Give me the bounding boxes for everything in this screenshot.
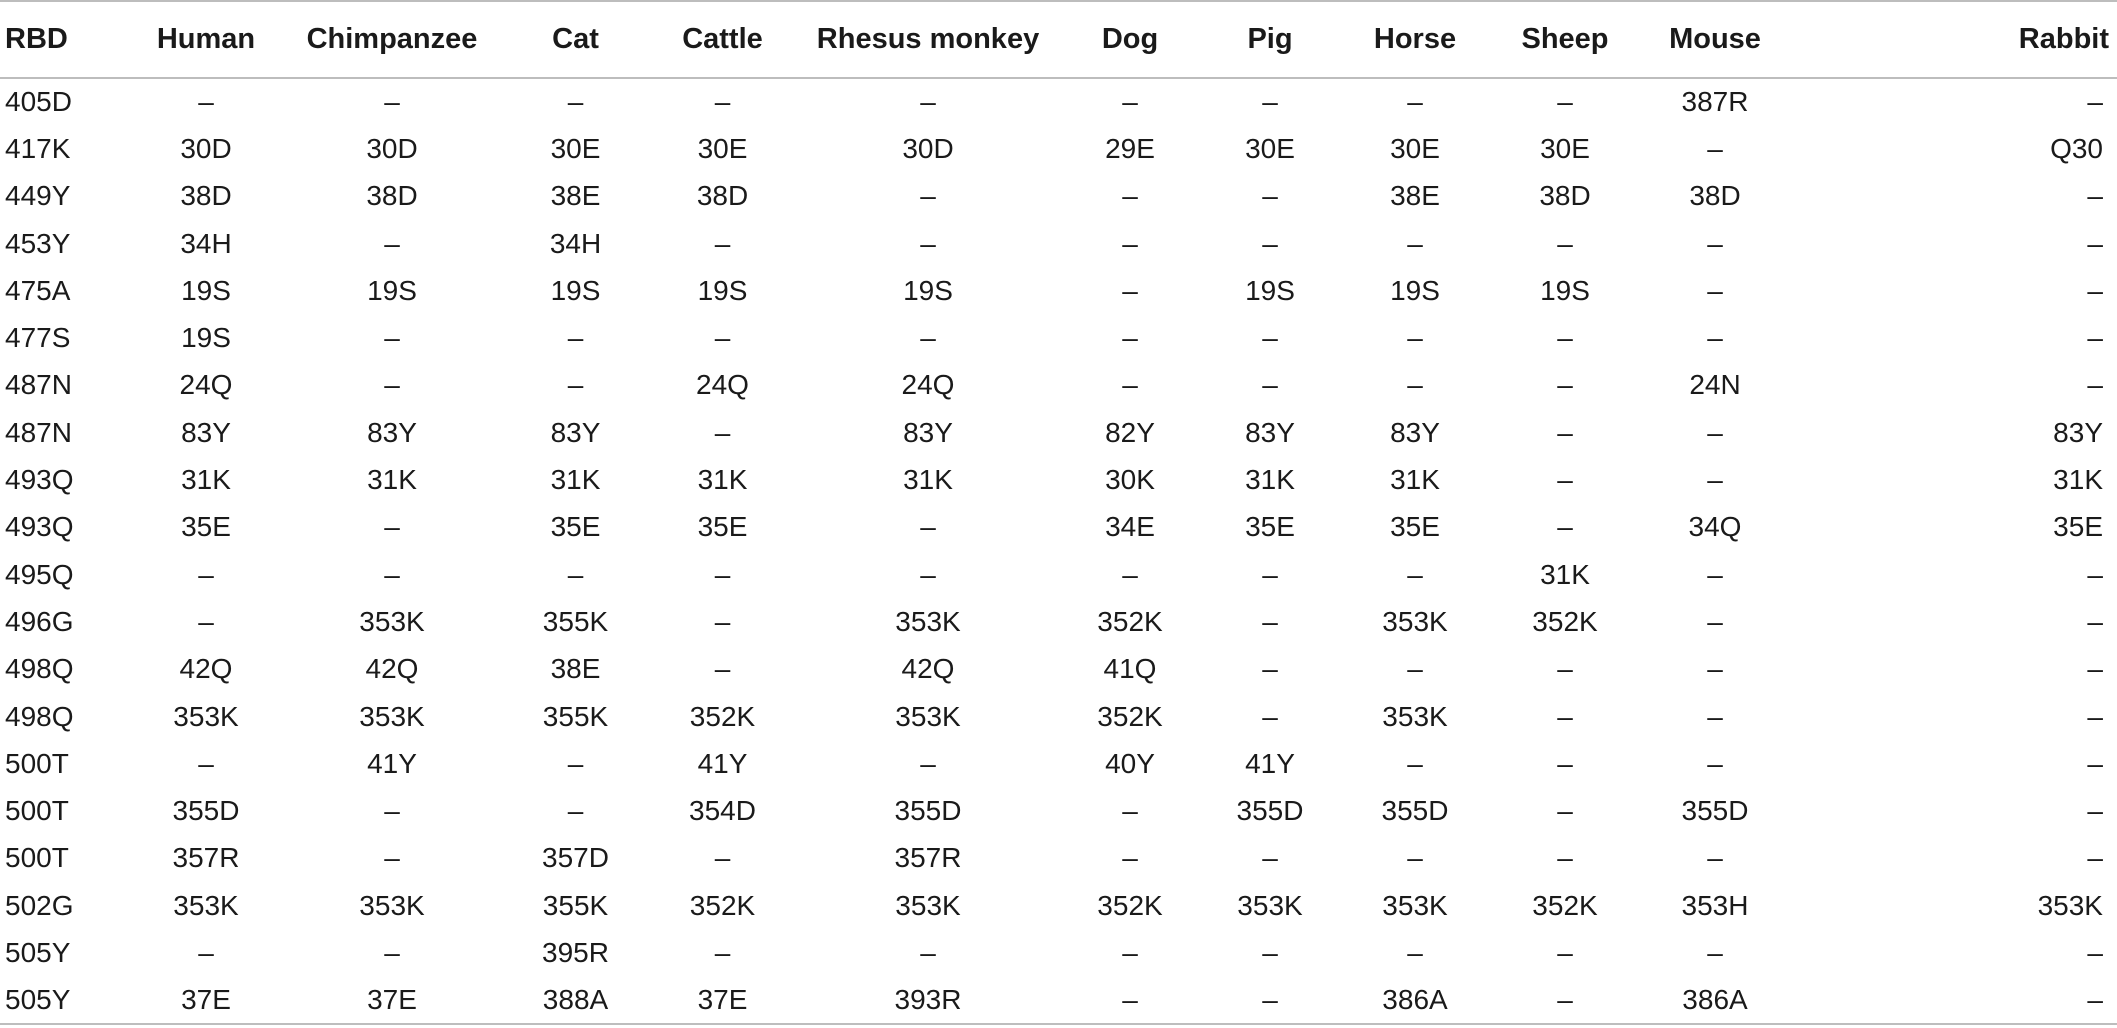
table-cell: – [1407, 322, 1423, 354]
rbd-residue-cell: 498Q [5, 653, 74, 685]
table-cell: – [1407, 842, 1423, 874]
table-cell: – [1407, 936, 1423, 968]
table-cell: 19S [367, 274, 417, 306]
table-cell: 38E [550, 653, 601, 685]
table-cell: – [1557, 416, 1573, 448]
table-cell: – [567, 558, 584, 590]
table-cell: 34H [180, 227, 232, 259]
table-cell: – [1262, 936, 1278, 968]
table-cell: – [920, 936, 936, 968]
table-cell: – [714, 842, 731, 874]
table-row [0, 173, 2117, 220]
table-cell: – [920, 86, 936, 118]
table-cell: 19S [1245, 274, 1295, 306]
table-cell: 357R [172, 842, 240, 874]
table-cell: 30D [366, 132, 418, 164]
table-cell: – [2087, 86, 2103, 118]
table-cell: – [1122, 86, 1138, 118]
table-cell: – [2087, 369, 2103, 401]
table-cell: – [1122, 558, 1138, 590]
rbd-residue-cell: 405D [5, 86, 72, 118]
table-cell: – [1262, 180, 1278, 212]
table-cell: – [1707, 132, 1723, 164]
table-cell: – [2087, 700, 2103, 732]
table-cell: – [1790, 977, 2117, 1024]
table-row [0, 504, 2117, 551]
table-cell: 38D [696, 180, 749, 212]
header-horse: Horse [1340, 1, 1490, 78]
rbd-residue-cell: 417K [5, 132, 71, 164]
table-cell: 352K [1532, 605, 1598, 637]
table-cell: 31K [1245, 464, 1295, 496]
table-cell: 83Y [1390, 416, 1440, 448]
table-cell: 31K [367, 464, 417, 496]
table-row [0, 882, 2117, 929]
rbd-residue-cell: 495Q [5, 558, 74, 590]
table-cell: 37E [649, 977, 796, 1024]
header-rbd: RBD [0, 1, 130, 78]
table-cell: – [1707, 322, 1723, 354]
table-cell: – [1200, 977, 1340, 1024]
table-cell: – [1557, 936, 1573, 968]
table-cell: – [1122, 322, 1138, 354]
table-cell: – [1557, 700, 1573, 732]
table-cell: 42Q [365, 653, 419, 685]
table-cell: – [1707, 747, 1723, 779]
rbd-residue-cell: 453Y [5, 227, 71, 259]
table-row [0, 409, 2117, 456]
table-cell: 19S [181, 274, 231, 306]
table-cell: – [1407, 227, 1423, 259]
table-cell: 393R [796, 977, 1060, 1024]
rbd-residue-cell: 505Y [0, 977, 130, 1024]
table-cell: – [1557, 795, 1573, 827]
table-cell: 35E [181, 511, 231, 543]
table-cell: – [920, 322, 936, 354]
table-cell: – [1122, 842, 1138, 874]
table-cell: – [384, 369, 400, 401]
table-cell: 353H [1681, 889, 1749, 921]
table-cell: – [198, 747, 214, 779]
table-cell: – [1707, 842, 1723, 874]
table-cell: 353K [895, 605, 961, 637]
table-row [0, 551, 2117, 598]
table-cell: – [384, 322, 400, 354]
header-chimpanzee: Chimpanzee [282, 1, 502, 78]
table-row [0, 693, 2117, 740]
table-cell: – [1557, 842, 1573, 874]
table-cell: – [1122, 369, 1138, 401]
table-cell: – [920, 747, 936, 779]
table-cell: – [714, 605, 731, 637]
table-cell: 353K [359, 605, 425, 637]
table-cell: – [567, 747, 584, 779]
table-cell: 35E [550, 511, 601, 543]
table-cell: 355K [542, 700, 609, 732]
table-cell: 355D [1236, 795, 1304, 827]
table-cell: 34Q [1688, 511, 1742, 543]
table-cell: 30E [1245, 132, 1295, 164]
table-row [0, 598, 2117, 645]
table-cell: 41Q [1103, 653, 1157, 685]
table-cell: 38E [550, 180, 601, 212]
table-cell: 19S [181, 322, 231, 354]
table-cell: – [920, 511, 936, 543]
table-cell: – [1557, 464, 1573, 496]
table-cell: 24Q [179, 369, 233, 401]
table-cell: 31K [181, 464, 231, 496]
table-cell: – [1122, 180, 1138, 212]
table-cell: 353K [1382, 605, 1448, 637]
table-cell: 353K [895, 700, 961, 732]
table-cell: 83Y [367, 416, 417, 448]
table-row [0, 125, 2117, 172]
table-cell: 357D [542, 842, 609, 874]
table-cell: 31K [1390, 464, 1440, 496]
table-cell: 83Y [550, 416, 601, 448]
table-row [0, 835, 2117, 882]
table-cell: 24Q [901, 369, 955, 401]
table-cell: 30D [902, 132, 954, 164]
table-cell: – [1262, 605, 1278, 637]
table-cell: – [384, 86, 400, 118]
table-cell: 35E [1245, 511, 1295, 543]
rbd-residue-cell: 500T [5, 795, 69, 827]
table-cell: 31K [2053, 464, 2103, 496]
table-cell: – [198, 558, 214, 590]
table-cell: 82Y [1105, 416, 1155, 448]
rbd-residue-cell: 487N [5, 369, 72, 401]
table-cell: – [1407, 653, 1423, 685]
table-cell: – [567, 795, 584, 827]
table-cell: – [714, 558, 731, 590]
header-sheep: Sheep [1490, 1, 1640, 78]
table-cell: 31K [903, 464, 953, 496]
table-cell: – [1707, 464, 1723, 496]
table-cell: – [2087, 795, 2103, 827]
table-cell: 34H [549, 227, 602, 259]
table-cell: 355K [542, 889, 609, 921]
table-cell: – [714, 86, 731, 118]
table-cell: – [198, 936, 214, 968]
table-cell: – [1707, 700, 1723, 732]
table-cell: 387R [1681, 86, 1749, 118]
table-cell: 41Y [367, 747, 417, 779]
table-cell: – [1707, 416, 1723, 448]
table-cell: – [2087, 227, 2103, 259]
table-row [0, 740, 2117, 787]
table-cell: – [1060, 977, 1200, 1024]
table-row [0, 977, 2117, 1024]
table-cell: – [384, 558, 400, 590]
table-cell: 386A [1640, 977, 1790, 1024]
table-cell: Q30 [2050, 132, 2103, 164]
table-cell: – [1262, 653, 1278, 685]
table-cell: – [1490, 977, 1640, 1024]
table-row [0, 362, 2117, 409]
table-cell: – [1707, 936, 1723, 968]
table-cell: – [2087, 653, 2103, 685]
table-cell: 353K [1382, 889, 1448, 921]
table-cell: 37E [130, 977, 282, 1024]
table-cell: 354D [689, 795, 756, 827]
table-cell: 355D [172, 795, 240, 827]
rbd-residue-cell: 500T [5, 747, 69, 779]
table-cell: 357R [894, 842, 962, 874]
table-cell: – [1557, 322, 1573, 354]
table-row [0, 314, 2117, 361]
table-cell: – [714, 653, 731, 685]
table-cell: 353K [1382, 700, 1448, 732]
rbd-residue-cell: 449Y [5, 180, 71, 212]
table-cell: 355D [894, 795, 962, 827]
table-cell: – [2087, 842, 2103, 874]
rbd-residue-cell: 500T [5, 842, 69, 874]
table-cell: 353K [359, 889, 425, 921]
table-cell: – [1407, 369, 1423, 401]
table-cell: – [1122, 936, 1138, 968]
table-cell: 19S [697, 274, 748, 306]
table-cell: – [567, 369, 584, 401]
table-cell: 19S [903, 274, 953, 306]
header-cat: Cat [502, 1, 649, 78]
table-cell: 31K [1540, 558, 1590, 590]
header-rabbit: Rabbit [1790, 1, 2117, 78]
table-cell: – [1262, 369, 1278, 401]
table-cell: 42Q [901, 653, 955, 685]
table-cell: 388A [502, 977, 649, 1024]
table-cell: 30K [1105, 464, 1155, 496]
table-cell: 38E [1390, 180, 1440, 212]
table-cell: – [567, 322, 584, 354]
rbd-residue-cell: 502G [5, 889, 74, 921]
table-row [0, 78, 2117, 125]
table-cell: – [2087, 558, 2103, 590]
table-cell: – [1262, 842, 1278, 874]
table-cell: – [384, 511, 400, 543]
table-cell: – [2087, 605, 2103, 637]
table-cell: – [2087, 180, 2103, 212]
table-row [0, 456, 2117, 503]
table-cell: 41Y [1245, 747, 1295, 779]
table-cell: – [1557, 227, 1573, 259]
table-cell: – [714, 416, 731, 448]
table-cell: – [1262, 322, 1278, 354]
table-row [0, 267, 2117, 314]
header-pig: Pig [1200, 1, 1340, 78]
table-cell: 386A [1340, 977, 1490, 1024]
table-cell: – [1707, 558, 1723, 590]
table-cell: 42Q [179, 653, 233, 685]
table-cell: 355D [1381, 795, 1449, 827]
table-cell: 38D [1689, 180, 1741, 212]
table-cell: 83Y [2053, 416, 2103, 448]
table-cell: – [384, 795, 400, 827]
table-cell: 353K [173, 889, 239, 921]
header-dog: Dog [1060, 1, 1200, 78]
table-cell: 395R [542, 936, 609, 968]
table-cell: – [920, 227, 936, 259]
table-cell: – [1707, 605, 1723, 637]
table-cell: – [1707, 653, 1723, 685]
table-cell: – [1122, 795, 1138, 827]
header-mouse: Mouse [1640, 1, 1790, 78]
table-cell: 30D [180, 132, 232, 164]
table-cell: – [567, 86, 584, 118]
rbd-residue-cell: 498Q [5, 700, 74, 732]
table-cell: 24N [1689, 369, 1741, 401]
table-cell: 35E [1390, 511, 1440, 543]
table-cell: – [198, 605, 214, 637]
header-row [0, 1, 2117, 78]
table-cell: – [1557, 369, 1573, 401]
table-cell: – [1407, 747, 1423, 779]
table-cell: – [1122, 274, 1138, 306]
table-cell: 19S [1540, 274, 1590, 306]
table-row [0, 220, 2117, 267]
table-cell: 353K [1237, 889, 1303, 921]
table-cell: – [1262, 700, 1278, 732]
table-cell: 30E [550, 132, 601, 164]
table-cell: – [1122, 227, 1138, 259]
table-cell: 40Y [1105, 747, 1155, 779]
table-cell: 352K [1097, 605, 1163, 637]
table-cell: 355D [1681, 795, 1749, 827]
table-cell: – [384, 842, 400, 874]
table-cell: 37E [282, 977, 502, 1024]
table-cell: 83Y [903, 416, 953, 448]
table-cell: – [384, 227, 400, 259]
table-cell: – [1557, 747, 1573, 779]
table-cell: – [2087, 274, 2103, 306]
header-rhesus-monkey: Rhesus monkey [796, 1, 1060, 78]
table-cell: – [2087, 936, 2103, 968]
header-cattle: Cattle [649, 1, 796, 78]
table-row [0, 646, 2117, 693]
table-body [0, 78, 2117, 1024]
table-cell: – [1707, 274, 1723, 306]
table-cell: 34E [1105, 511, 1155, 543]
table-cell: 19S [1390, 274, 1440, 306]
table-cell: 35E [697, 511, 748, 543]
table-cell: 353K [895, 889, 961, 921]
table-cell: 30E [1390, 132, 1440, 164]
table-cell: 31K [550, 464, 601, 496]
table-cell: 352K [689, 700, 756, 732]
table-cell: – [1262, 86, 1278, 118]
table-header [0, 1, 2117, 78]
table-cell: 30E [1540, 132, 1590, 164]
header-human: Human [130, 1, 282, 78]
table-cell: – [384, 936, 400, 968]
table-cell: 30E [697, 132, 748, 164]
table-cell: 352K [689, 889, 756, 921]
table-cell: – [1407, 558, 1423, 590]
rbd-residue-cell: 475A [5, 274, 71, 306]
table-cell: 83Y [1245, 416, 1295, 448]
table-cell: – [198, 86, 214, 118]
table-cell: 83Y [181, 416, 231, 448]
table-cell: – [920, 558, 936, 590]
table-cell: 41Y [697, 747, 748, 779]
table-cell: – [1262, 227, 1278, 259]
rbd-residue-cell: 487N [5, 416, 72, 448]
table-cell: 352K [1097, 889, 1163, 921]
table-cell: – [714, 936, 731, 968]
table-row [0, 929, 2117, 976]
table-cell: 38D [366, 180, 418, 212]
table-cell: 29E [1105, 132, 1155, 164]
table-cell: 353K [359, 700, 425, 732]
table-cell: – [1262, 558, 1278, 590]
table-cell: 352K [1532, 889, 1598, 921]
table-cell: 19S [550, 274, 601, 306]
table-cell: – [1557, 511, 1573, 543]
table-cell: 355K [542, 605, 609, 637]
table-cell: – [1707, 227, 1723, 259]
table-cell: – [1407, 86, 1423, 118]
table-cell: – [714, 227, 731, 259]
table-cell: – [1557, 653, 1573, 685]
table-cell: 38D [180, 180, 232, 212]
table-cell: 353K [2037, 889, 2103, 921]
table-cell: 352K [1097, 700, 1163, 732]
rbd-residue-cell: 496G [5, 605, 74, 637]
table-cell: – [2087, 747, 2103, 779]
rbd-residue-cell: 505Y [5, 936, 71, 968]
rbd-residue-cell: 477S [5, 322, 71, 354]
table-cell: – [714, 322, 731, 354]
table-cell: 38D [1539, 180, 1591, 212]
table-cell: 31K [697, 464, 748, 496]
table-row [0, 787, 2117, 834]
table-cell: – [1557, 86, 1573, 118]
rbd-residue-cell: 493Q [5, 464, 74, 496]
table-cell: – [2087, 322, 2103, 354]
rbd-residue-cell: 493Q [5, 511, 74, 543]
table-cell: 24Q [696, 369, 749, 401]
table-cell: 35E [2053, 511, 2103, 543]
table-cell: – [920, 180, 936, 212]
table-cell: 353K [173, 700, 239, 732]
